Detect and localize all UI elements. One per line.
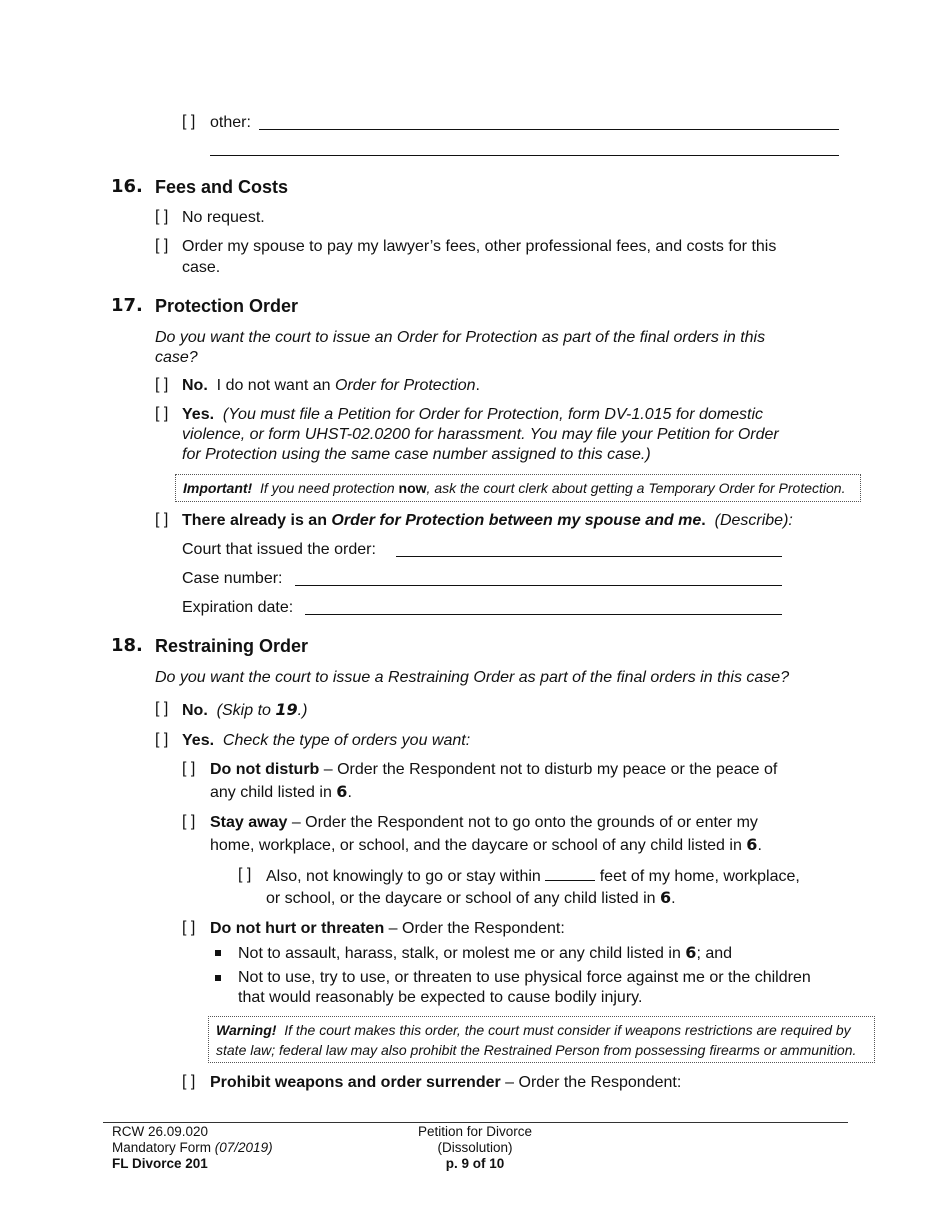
feet-distance-input[interactable] — [545, 866, 595, 881]
checkbox-restraining-yes[interactable]: [ ] — [155, 731, 169, 748]
expiration-date-label: Expiration date: — [182, 599, 294, 616]
bullet-marker-2 — [215, 975, 221, 981]
restraining-no-text — [182, 700, 307, 721]
restraining-no-skip-num: 19 — [275, 700, 298, 719]
bullet-1-text — [238, 943, 732, 964]
footer-rcw: RCW 26.09.020 — [112, 1124, 209, 1139]
do-not-disturb-text: – Order the Respondent not to disturb my peace or the peace of — [319, 761, 778, 778]
also-line2-post: . — [671, 890, 676, 907]
protection-yes-line3: for Protection using the same case number assigned to this case.) — [182, 446, 651, 463]
warning-line1: If the court makes this order, the court must consider if weapons restrictions are required by — [284, 1022, 851, 1038]
protection-yes-label: Yes. — [182, 406, 215, 423]
protection-question-line1: Do you want the court to issue an Order for Protection as part of the final orders in this — [155, 329, 766, 346]
do-not-disturb-ref: 6 — [336, 782, 348, 801]
checkbox-prohibit-weapons[interactable]: [ ] — [182, 1073, 196, 1090]
do-not-hurt-suffix: – Order the Respondent: — [384, 920, 565, 937]
section-16-title: Fees and Costs — [155, 177, 289, 197]
court-issued-input-line[interactable] — [396, 556, 782, 557]
restraining-question: Do you want the court to issue a Restraining Order as part of the final orders in this case? — [155, 669, 790, 686]
warning-line2: state law; federal law may also prohibit the Restrained Person from possessing firearms or ammunition. — [216, 1042, 857, 1058]
footer-center — [375, 1124, 575, 1172]
restraining-yes-text — [182, 731, 470, 751]
protection-no-label: No. — [182, 377, 208, 394]
other-label: other: — [210, 114, 251, 131]
footer-mandatory-pre: Mandatory Form — [112, 1140, 215, 1155]
footer-left — [112, 1124, 273, 1172]
existing-order-text — [182, 511, 793, 531]
checkbox-protection-no[interactable]: [ ] — [155, 376, 169, 393]
restraining-no-skip-post: .) — [297, 702, 308, 719]
footer-form-id: FL Divorce 201 — [112, 1156, 208, 1171]
restraining-no-label: No. — [182, 702, 208, 719]
stay-away-text: – Order the Respondent not to go onto the grounds of or enter my — [287, 814, 758, 831]
section-17-title: Protection Order — [155, 296, 299, 316]
also-distance-line2 — [266, 888, 676, 909]
bullet-1-post: ; and — [696, 945, 733, 962]
bullet-2-line2: that would reasonably be expected to cause bodily injury. — [238, 989, 643, 1006]
protection-no-pre: I do not want an — [216, 377, 335, 394]
footer-mandatory — [112, 1140, 273, 1156]
also-ref: 6 — [659, 888, 672, 907]
section-18-title: Restraining Order — [155, 636, 309, 656]
footer-mandatory-date: (07/2019) — [214, 1140, 273, 1155]
protection-no-post: . — [475, 377, 480, 394]
no-request-text: No request. — [182, 209, 265, 226]
existing-describe: (Describe): — [714, 512, 793, 529]
checkbox-no-request[interactable]: [ ] — [155, 208, 169, 225]
bullet-2-line1: Not to use, try to use, or threaten to use physical force against me or the children — [238, 969, 811, 986]
section-18-number: 18. — [111, 635, 143, 656]
bullet-1-ref: 6 — [685, 943, 697, 962]
warning-notice — [208, 1016, 875, 1063]
prohibit-weapons-label: Prohibit weapons and order surrender — [210, 1074, 501, 1091]
checkbox-also-distance[interactable]: [ ] — [238, 866, 252, 883]
protection-yes-line2: violence, or form UHST-02.0200 for harassment. You may file your Petition for Order — [182, 426, 779, 443]
existing-bold1: There already is an — [182, 512, 332, 529]
important-bold: now — [398, 480, 427, 496]
order-fees-line2: case. — [182, 259, 221, 276]
case-number-label: Case number: — [182, 570, 283, 587]
stay-away-line2-pre: home, workplace, or school, and the daycare or school of any child listed in — [210, 837, 747, 854]
also-line2-pre: or school, or the daycare or school of any child listed in — [266, 890, 660, 907]
other-input-line-2[interactable] — [210, 155, 839, 156]
do-not-disturb-label: Do not disturb — [210, 761, 320, 778]
checkbox-other[interactable]: [ ] — [182, 113, 196, 130]
checkbox-do-not-hurt[interactable]: [ ] — [182, 919, 196, 936]
stay-away-line2-post: . — [757, 837, 762, 854]
important-pre: If you need protection — [260, 480, 399, 496]
do-not-hurt-text — [210, 919, 565, 939]
protection-no-text — [182, 376, 480, 396]
footer-page-number: p. 9 of 10 — [445, 1156, 505, 1171]
stay-away-ref: 6 — [746, 835, 758, 854]
checkbox-order-fees[interactable]: [ ] — [155, 237, 169, 254]
do-not-disturb-line2 — [210, 782, 352, 803]
also-line1-post: feet of my home, workplace, — [599, 868, 800, 885]
footer-divider — [103, 1122, 848, 1123]
protection-no-italic: Order for Protection — [334, 377, 476, 394]
stay-away-line1 — [210, 813, 758, 833]
footer-title-line1: Petition for Divorce — [417, 1124, 533, 1139]
expiration-date-input-line[interactable] — [305, 614, 782, 615]
section-16-number: 16. — [111, 176, 143, 197]
protection-yes-line1 — [182, 405, 763, 425]
checkbox-restraining-no[interactable]: [ ] — [155, 700, 169, 717]
also-distance-line1 — [266, 866, 800, 887]
order-fees-line1: Order my spouse to pay my lawyer’s fees, other professional fees, and costs for this — [182, 238, 777, 255]
footer-title-line2: (Dissolution) — [437, 1140, 513, 1155]
stay-away-line2 — [210, 835, 762, 856]
restraining-yes-instruction: Check the type of orders you want: — [222, 732, 471, 749]
protection-question-line2: case? — [155, 349, 198, 366]
prohibit-weapons-suffix: – Order the Respondent: — [500, 1074, 682, 1091]
important-label: Important! — [183, 480, 253, 496]
stay-away-label: Stay away — [210, 814, 288, 831]
do-not-disturb-line1 — [210, 760, 777, 780]
existing-bold2: . — [701, 512, 706, 529]
important-notice — [175, 474, 861, 502]
do-not-disturb-line2-post: . — [347, 784, 352, 801]
also-line1-pre: Also, not knowingly to go or stay within — [266, 868, 541, 885]
important-post: , ask the court clerk about getting a Temporary Order for Protection. — [426, 480, 846, 496]
warning-label: Warning! — [216, 1022, 277, 1038]
court-issued-label: Court that issued the order: — [182, 541, 376, 558]
protection-yes-line1-text: (You must file a Petition for Order for Protection, form DV-1.015 for domestic — [222, 406, 763, 423]
existing-bold-italic: Order for Protection between my spouse and me — [331, 512, 702, 529]
bullet-1-pre: Not to assault, harass, stalk, or molest me or any child listed in — [238, 945, 686, 962]
restraining-no-skip-pre: (Skip to — [216, 702, 276, 719]
checkbox-stay-away[interactable]: [ ] — [182, 813, 196, 830]
checkbox-protection-yes[interactable]: [ ] — [155, 405, 169, 422]
section-17-number: 17. — [111, 295, 143, 316]
bullet-marker-1 — [215, 950, 221, 956]
other-input-line-1[interactable] — [259, 129, 839, 130]
restraining-yes-label: Yes. — [182, 732, 215, 749]
checkbox-do-not-disturb[interactable]: [ ] — [182, 760, 196, 777]
case-number-input-line[interactable] — [295, 585, 782, 586]
do-not-disturb-line2-pre: any child listed in — [210, 784, 337, 801]
do-not-hurt-label: Do not hurt or threaten — [210, 920, 385, 937]
checkbox-existing-order[interactable]: [ ] — [155, 511, 169, 528]
prohibit-weapons-text — [210, 1073, 681, 1093]
